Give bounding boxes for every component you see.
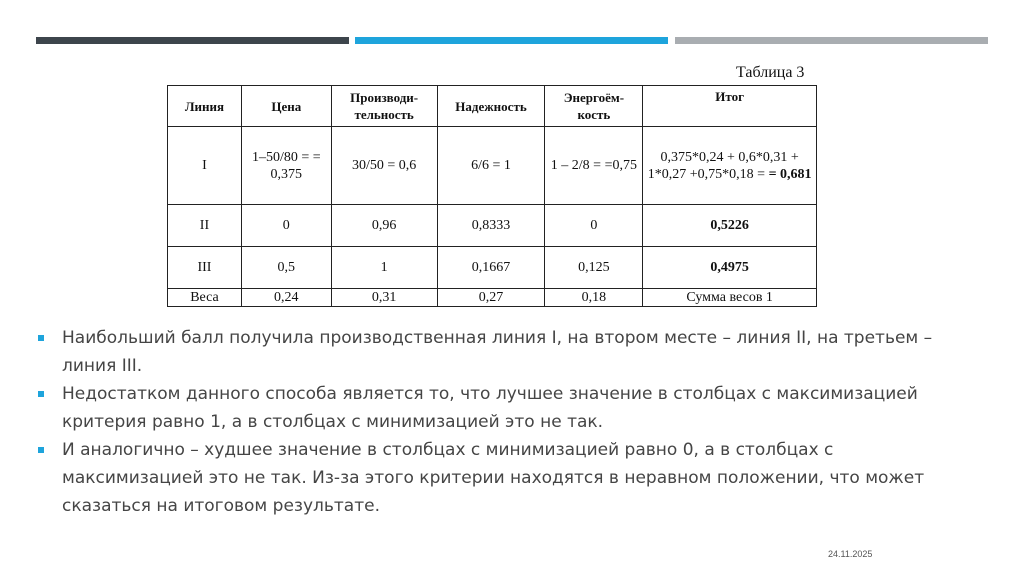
cell-reliability: 0,27 xyxy=(437,289,545,307)
result-value: = 0,681 xyxy=(768,166,812,182)
cell-price: 0 xyxy=(241,205,331,247)
table-caption: Таблица 3 xyxy=(736,64,805,81)
cell-line: II xyxy=(168,205,242,247)
cell-line: I xyxy=(168,127,242,205)
cell-performance: 0,31 xyxy=(331,289,437,307)
bullet-marker-icon xyxy=(38,391,44,397)
result-formula: 0,375*0,24 + 0,6*0,31 + 1*0,27 +0,75*0,18 = xyxy=(647,149,799,182)
header-energy: Энергоём-кость xyxy=(545,86,643,127)
header-reliability: Надежность xyxy=(437,86,545,127)
cell-line: Веса xyxy=(168,289,242,307)
cell-result: Сумма весов 1 xyxy=(643,289,817,307)
bullet-marker-icon xyxy=(38,447,44,453)
decor-bar-dark xyxy=(36,37,349,44)
cell-result xyxy=(643,127,817,205)
criteria-table xyxy=(167,85,817,307)
cell-result: 0,4975 xyxy=(643,247,817,289)
table-row xyxy=(168,205,817,247)
decor-bar-blue xyxy=(355,37,668,44)
cell-performance: 1 xyxy=(331,247,437,289)
header-price: Цена xyxy=(241,86,331,127)
top-decor-bars xyxy=(36,37,988,44)
header-line: Линия xyxy=(168,86,242,127)
slide-date: 24.11.2025 xyxy=(828,549,873,559)
header-result: Итог xyxy=(643,86,817,127)
list-item xyxy=(36,380,966,436)
list-item xyxy=(36,324,966,380)
cell-performance: 30/50 = 0,6 xyxy=(331,127,437,205)
cell-energy: 0,18 xyxy=(545,289,643,307)
list-item-text: Наибольший балл получила производственная линия I, на втором месте – линия II, на третьем – линия III. xyxy=(62,328,933,376)
list-item xyxy=(36,436,966,520)
cell-reliability: 0,1667 xyxy=(437,247,545,289)
cell-energy: 0,125 xyxy=(545,247,643,289)
cell-result: 0,5226 xyxy=(643,205,817,247)
cell-price: 0,24 xyxy=(241,289,331,307)
header-performance: Производи-тельность xyxy=(331,86,437,127)
cell-line: III xyxy=(168,247,242,289)
cell-energy: 0 xyxy=(545,205,643,247)
decor-bar-gray xyxy=(675,37,988,44)
cell-price: 1–50/80 = = 0,375 xyxy=(241,127,331,205)
bullet-marker-icon xyxy=(38,335,44,341)
cell-reliability: 0,8333 xyxy=(437,205,545,247)
table-row-weights xyxy=(168,289,817,307)
table-row xyxy=(168,127,817,205)
cell-price: 0,5 xyxy=(241,247,331,289)
list-item-text: Недостатком данного способа является то, что лучшее значение в столбцах с максимизацией критерия равно 1, а в столбцах с минимизацией это не так. xyxy=(62,384,918,432)
cell-energy: 1 – 2/8 = =0,75 xyxy=(545,127,643,205)
bullet-list xyxy=(36,324,966,520)
list-item-text: И аналогично – худшее значение в столбцах с минимизацией равно 0, а в столбцах с максимизацией это не так. Из-за этого критерии находятся в неравном положении, что может сказаться на итоговом результате. xyxy=(62,440,925,516)
table-row xyxy=(168,247,817,289)
cell-performance: 0,96 xyxy=(331,205,437,247)
cell-reliability: 6/6 = 1 xyxy=(437,127,545,205)
table-header-row xyxy=(168,86,817,127)
